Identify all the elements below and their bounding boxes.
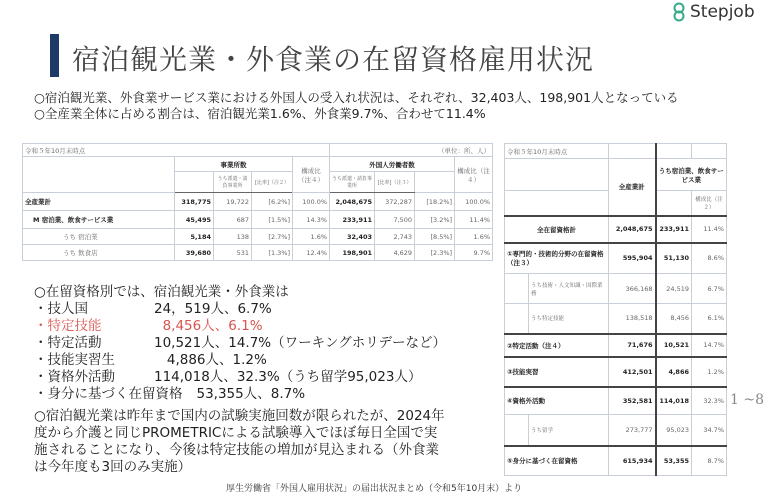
cell: 100.0% [293,193,330,211]
cell: 4,629 [375,245,415,261]
cell: 138,518 [609,304,656,334]
cell: 34.7% [692,415,727,446]
item-name: ・資格外活動 [34,369,115,385]
table-row [505,446,727,476]
breakdown-item [34,335,446,352]
table-row [505,334,727,357]
item-name: ・特定活動 [34,335,102,351]
cell: [2.7%] [252,229,293,245]
cell: [1.5%] [252,211,293,229]
breakdown-item [34,318,446,335]
cell: 19,722 [214,193,252,211]
cell: 7,500 [375,211,415,229]
row-label: うち技術・人文知識・国際業務 [529,274,609,304]
cell: 531 [214,245,252,261]
cell: [2.3%] [415,245,455,261]
item-name: ・技人国 [34,301,88,317]
cell: 595,904 [609,243,656,274]
header-rate: [比率]（注３） [375,172,415,193]
breakdown-item [34,301,446,318]
table-row [505,216,727,243]
cell: 198,901 [330,245,375,261]
table-row [505,357,727,387]
cell: 100.0% [455,193,493,211]
cell: 95,023 [656,415,692,446]
cell: 32,403 [330,229,375,245]
table-row [23,211,493,229]
breakdown-item [34,369,446,386]
table-row [505,274,727,304]
table-row [505,387,727,415]
row-label: うち留学 [529,415,609,446]
item-value: 24，519人、6.7% [154,301,272,317]
header-dispatch: うち派遣・請負事業所 [214,172,252,193]
row-label: ②特定活動（注４） [505,334,609,357]
table-unit: （単位：所、人） [330,144,493,157]
row-label: うち特定技能 [529,304,609,334]
cell: 233,911 [656,216,692,243]
cell: 1.6% [293,229,330,245]
cell: 2,048,675 [330,193,375,211]
handwritten-annotation: 1 ~8 [730,392,764,408]
intro-line: ○全産業全体に占める割合は、宿泊観光業1.6%、外食業9.7%、合わせて11.4% [34,106,486,121]
cell: 1.2% [692,357,727,387]
cell: 11.4% [455,211,493,229]
table-date: 令和５年10月末時点 [505,144,609,159]
table-row [23,229,493,245]
row-label: ①専門的・技術的分野の在留資格（注３） [505,243,609,274]
cell: 1.6% [455,229,493,245]
item-name: ・特定技能 [34,318,102,334]
header-ratio: 構成比（注２） [692,191,727,216]
cell: 615,934 [609,446,656,476]
cell: [6.2%] [252,193,293,211]
intro-line: ○宿泊観光業、外食業サービス業における外国人の受入れ状況は、それぞれ、32,403人、198,901人となっている [34,90,679,105]
item-value: 4,886人、1.2% [154,352,267,368]
cell: 6.7% [692,274,727,304]
intro-text [34,90,679,122]
cell: 14.3% [293,211,330,229]
cell: 6.1% [692,304,727,334]
table-row [505,415,727,446]
cell: 372,287 [375,193,415,211]
cell: 273,777 [609,415,656,446]
title-accent-bar [50,34,59,77]
item-value: 10,521人、14.7%（ワーキングホリデーなど） [154,335,446,351]
cell: [3.2%] [415,211,455,229]
cell: [18.2%] [415,193,455,211]
item-value: 8,456人、6.1% [154,318,263,334]
cell: 114,018 [656,387,692,415]
breakdown-item [34,352,446,369]
item-name: ・身分に基づく在留資格 [34,386,183,402]
item-value: 53,355人、8.7% [196,386,306,402]
logo-text: Stepjob [690,2,755,22]
cell: 318,775 [175,193,214,211]
cell: 51,130 [656,243,692,274]
stepjob-logo [672,2,755,22]
row-label: 全産業計 [23,193,175,211]
cell: [1.3%] [252,245,293,261]
row-label: うち 飲食店 [23,245,175,261]
row-label: ⑤身分に基づく在留資格 [505,446,609,476]
item-name: ・技能実習生 [34,352,115,368]
breakdown-heading: ○在留資格別では、宿泊観光業・外食業は [34,284,289,300]
header-dispatch: うち派遣・請負事業所 [330,172,375,193]
cell: 138 [214,229,252,245]
cell: 8.7% [692,446,727,476]
header-ratio: 構成比（注４） [455,157,493,193]
row-label: うち 宿泊業 [23,229,175,245]
header-offices: 事業所数 [175,157,293,172]
status-table [504,143,727,476]
row-label: 全在留資格計 [505,216,609,243]
cell: 2,048,675 [609,216,656,243]
cell: 32.3% [692,387,727,415]
cell: 366,168 [609,274,656,304]
header-hospitality: うち宿泊業、飲食サービス業 [656,159,727,191]
cell: 2,743 [375,229,415,245]
cell: 8.6% [692,243,727,274]
row-label: M 宿泊業、飲食サービス業 [23,211,175,229]
row-label: ④資格外活動 [505,387,609,415]
cell: 14.7% [692,334,727,357]
header-workers: 外国人労働者数 [330,157,455,172]
cell: 10,521 [656,334,692,357]
cell: 71,676 [609,334,656,357]
cell: 233,911 [330,211,375,229]
cell: [8.5%] [415,229,455,245]
table-row [505,304,727,334]
cell: 412,501 [609,357,656,387]
item-value: 114,018人、32.3%（うち留学95,023人） [154,369,422,385]
table-date: 令和５年10月末時点 [23,144,330,157]
row-label: ③技能実習 [505,357,609,387]
page-title: 宿泊観光業・外食業の在留資格雇用状況 [72,43,595,76]
cell: 8,456 [656,304,692,334]
cell: 45,495 [175,211,214,229]
table-row [23,245,493,261]
cell: 24,519 [656,274,692,304]
cell: 5,184 [175,229,214,245]
source-note: 厚生労働省「外国人雇用状況」の届出状況まとめ（令和5年10月末）より [226,484,523,494]
table-row [505,243,727,274]
logo-icon [672,2,686,22]
header-rate: [比率]（注２） [252,172,293,193]
table-row [23,193,493,211]
outlook-paragraph: ○宿泊観光業は昨年まで国内の試験実施回数が限られたが、2024年度から介護と同じPROMETRICによる試験導入でほぼ毎日全国で実施されることになり、今後は特定技能の増加が見込まれる（外食業は今年度も3回のみ実施） [34,408,445,475]
cell: 12.4% [293,245,330,261]
breakdown-list [34,284,446,403]
cell: 352,581 [609,387,656,415]
industry-table [22,143,493,261]
cell: 687 [214,211,252,229]
cell: 4,866 [656,357,692,387]
breakdown-item [34,386,446,403]
cell: 53,355 [656,446,692,476]
cell: 9.7% [455,245,493,261]
cell: 39,680 [175,245,214,261]
cell: 11.4% [692,216,727,243]
header-all-industries: 全産業計 [609,159,656,216]
header-ratio: 構成比（注４） [293,157,330,193]
